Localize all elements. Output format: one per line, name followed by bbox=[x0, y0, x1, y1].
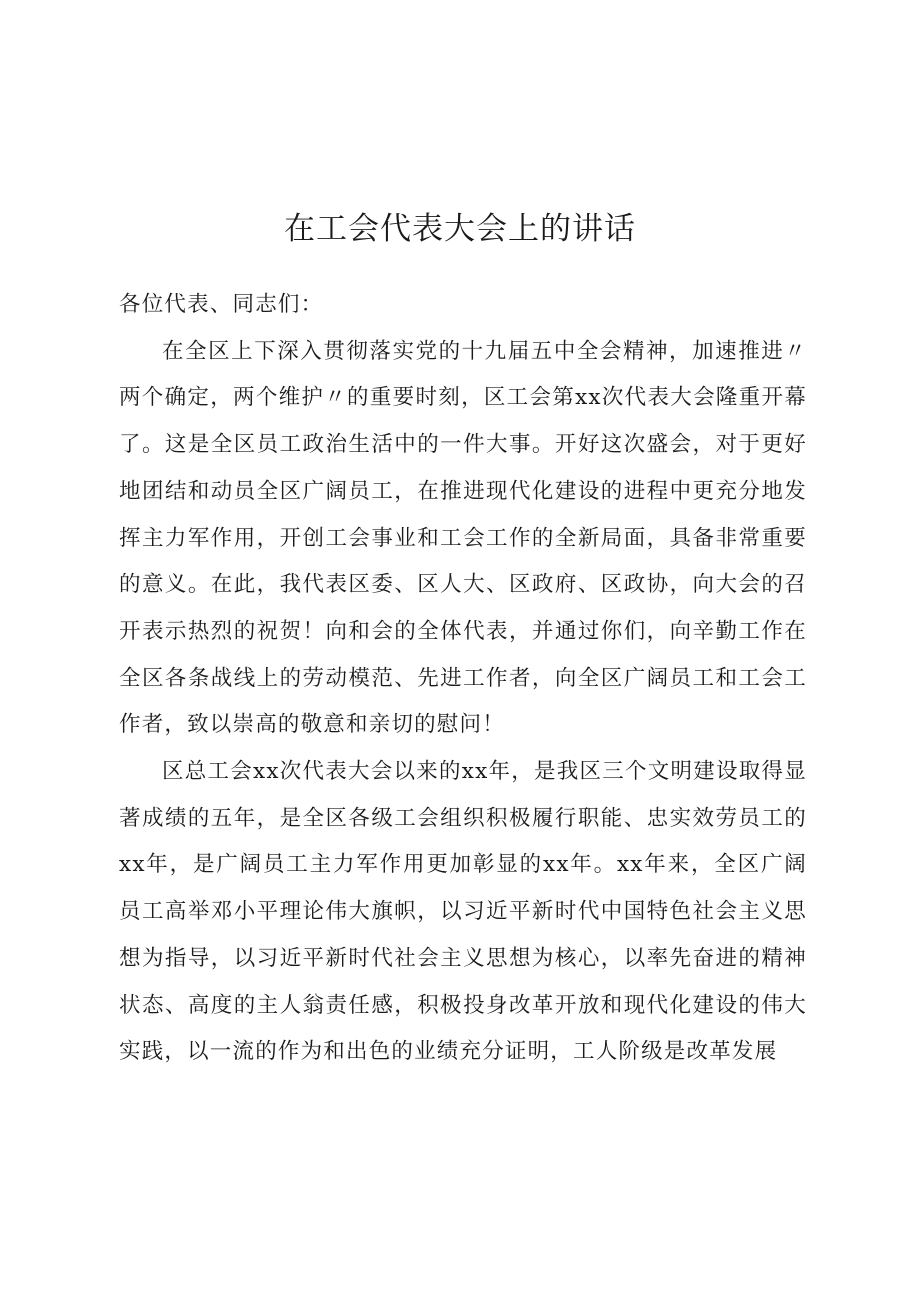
document-title: 在工会代表大会上的讲话 bbox=[284, 211, 636, 247]
paragraph-opening: 在全区上下深入贯彻落实党的十九届五中全会精神，加速推进〃两个确定，两个维护〃的重要时刻，区工会第xx次代表大会隆重开幕了。这是全区员工政治生活中的一件大事。开好这次盛会，对于更好地团结和动员全区广阔员工，在推进现代化建设的进程中更充分地发挥主力军作用，开创工会事业和工会工作的全新局面，具备非常重要的意义。在此，我代表区委、区人大、区政府、区政协，向大会的召开表示热烈的祝贺！向和会的全体代表，并通过你们，向辛勤工作在全区各条战线上的劳动模范、先进工作者，向全区广阔员工和工会工作者，致以崇高的敬意和亲切的慰问！ bbox=[119, 338, 807, 738]
salutation: 各位代表、同志们： bbox=[119, 292, 324, 317]
document-body bbox=[119, 282, 807, 1076]
paragraph-achievements: 区总工会xx次代表大会以来的xx年，是我区三个文明建设取得显著成绩的五年，是全区各级工会组织积极履行职能、忠实效劳员工的xx年，是广阔员工主力军作用更加彰显的xx年。xx年来，全区广阔员工高举邓小平理论伟大旗帜，以习近平新时代中国特色社会主义思想为指导，以习近平新时代社会主义思想为核心，以率先奋进的精神状态、高度的主人翁责任感，积极投身改革开放和现代化建设的伟大实践，以一流的作为和出色的业绩充分证明，工人阶级是改革发展 bbox=[119, 759, 807, 1065]
